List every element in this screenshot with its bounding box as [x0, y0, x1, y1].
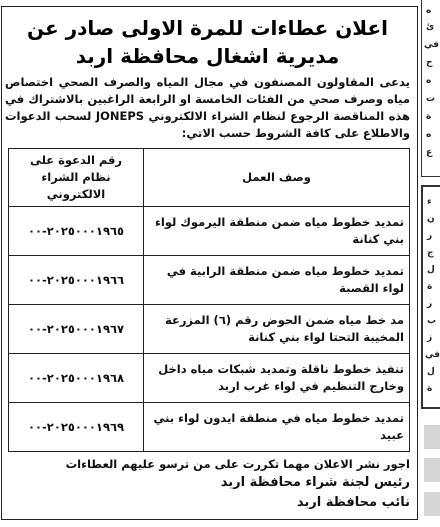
fragment-text: ر — [427, 299, 433, 309]
fragment-text: ج — [427, 248, 434, 258]
fragment-text: ع — [426, 148, 433, 158]
invitation-number: ٢٠٢٥٠٠٠١٩٦٦-٠٠ — [9, 256, 144, 305]
fragment-text: ه — [426, 130, 432, 140]
fragment-text: ه — [426, 6, 432, 16]
table-header-row — [9, 149, 410, 207]
notice-title-line2: مديرية اشغال محافظة اربد — [75, 44, 340, 68]
work-description: تمديد خطوط مياه ضمن منطقة اليرموك لواء بني كنانة — [144, 207, 410, 256]
fragment-text: ة — [427, 282, 433, 292]
notice-intro: يدعى المقاولون المصنفون في مجال المياه والصرف الصحي اختصاص مياه وصرف صحي من الفئات الخامسة او الرابعة الراغبين بالاشتراك في هذه المناقصة الرجوع لنظام الشراء الالكتروني JONEPS لسحب الدعوات والاطلاع على كافة الشروط حسب الاتي: — [5, 75, 410, 140]
work-description: تنفيذ خطوط ناقلة وتمديد شبكات مياه داخل وخارج التنظيم في لواء غرب اربد — [144, 354, 410, 403]
notice-title-line1: اعلان عطاءات للمرة الاولى صادر عن — [27, 16, 388, 40]
table-row — [9, 207, 410, 256]
fragment-text: ة — [426, 112, 432, 122]
fragment-text: ة — [427, 384, 433, 394]
fragment-text: ء — [427, 197, 432, 207]
table-row — [9, 256, 410, 305]
fragment-text: في — [425, 350, 440, 360]
fragment-text: في — [424, 40, 439, 50]
fragment-text: ح — [426, 58, 433, 68]
invitation-number: ٢٠٢٥٠٠٠١٩٦٧-٠٠ — [9, 305, 144, 354]
invitation-number: ٢٠٢٥٠٠٠١٩٦٥-٠٠ — [9, 207, 144, 256]
invitation-number: ٢٠٢٥٠٠٠١٩٦٩-٠٠ — [9, 403, 144, 452]
works-table — [8, 148, 410, 452]
fragment-text: ت — [426, 94, 436, 104]
table-row — [9, 305, 410, 354]
adjacent-gray-block — [424, 458, 440, 482]
column-header-invitation-number: رقم الدعوة على نظام الشراء الالكتروني — [9, 149, 144, 207]
adjacent-gray-block — [424, 492, 440, 516]
work-description: تمديد خطوط مياه ضمن منطقة الرابية في لواء القصبة — [144, 256, 410, 305]
fragment-text: ل — [427, 265, 435, 275]
fragment-text: ه — [426, 76, 432, 86]
fragment-text: ل — [427, 367, 435, 377]
column-header-description: وصف العمل — [144, 149, 410, 207]
adjacent-clipping-box — [421, 185, 440, 409]
work-description: مد خط مياه ضمن الحوض رقم (٦) المزرعة المخيبة التحتا لواء بني كنانة — [144, 305, 410, 354]
table-row — [9, 403, 410, 452]
adjacent-clipping-top — [421, 0, 440, 177]
invitation-number: ٢٠٢٥٠٠٠١٩٦٨-٠٠ — [9, 354, 144, 403]
table-row — [9, 354, 410, 403]
fragment-text: ن — [427, 214, 435, 224]
fragment-text: ر — [427, 231, 433, 241]
adjacent-gray-block — [424, 425, 440, 449]
fragment-text: ب — [427, 316, 437, 326]
fragment-text: ئ — [426, 22, 435, 32]
work-description: تمديد خطوط مياه في منطقة ايدون لواء بني عبيد — [144, 403, 410, 452]
signature-deputy-governor: نائب محافظة اربد — [296, 495, 410, 510]
tender-notice — [5, 14, 410, 513]
fragment-text: ز — [427, 333, 433, 343]
publication-fee-note: اجور نشر الاعلان مهما تكررت على من ترسو عليهم العطاءات — [65, 457, 410, 471]
signature-committee-head: رئيس لجنة شراء محافظة اربد — [220, 475, 410, 490]
